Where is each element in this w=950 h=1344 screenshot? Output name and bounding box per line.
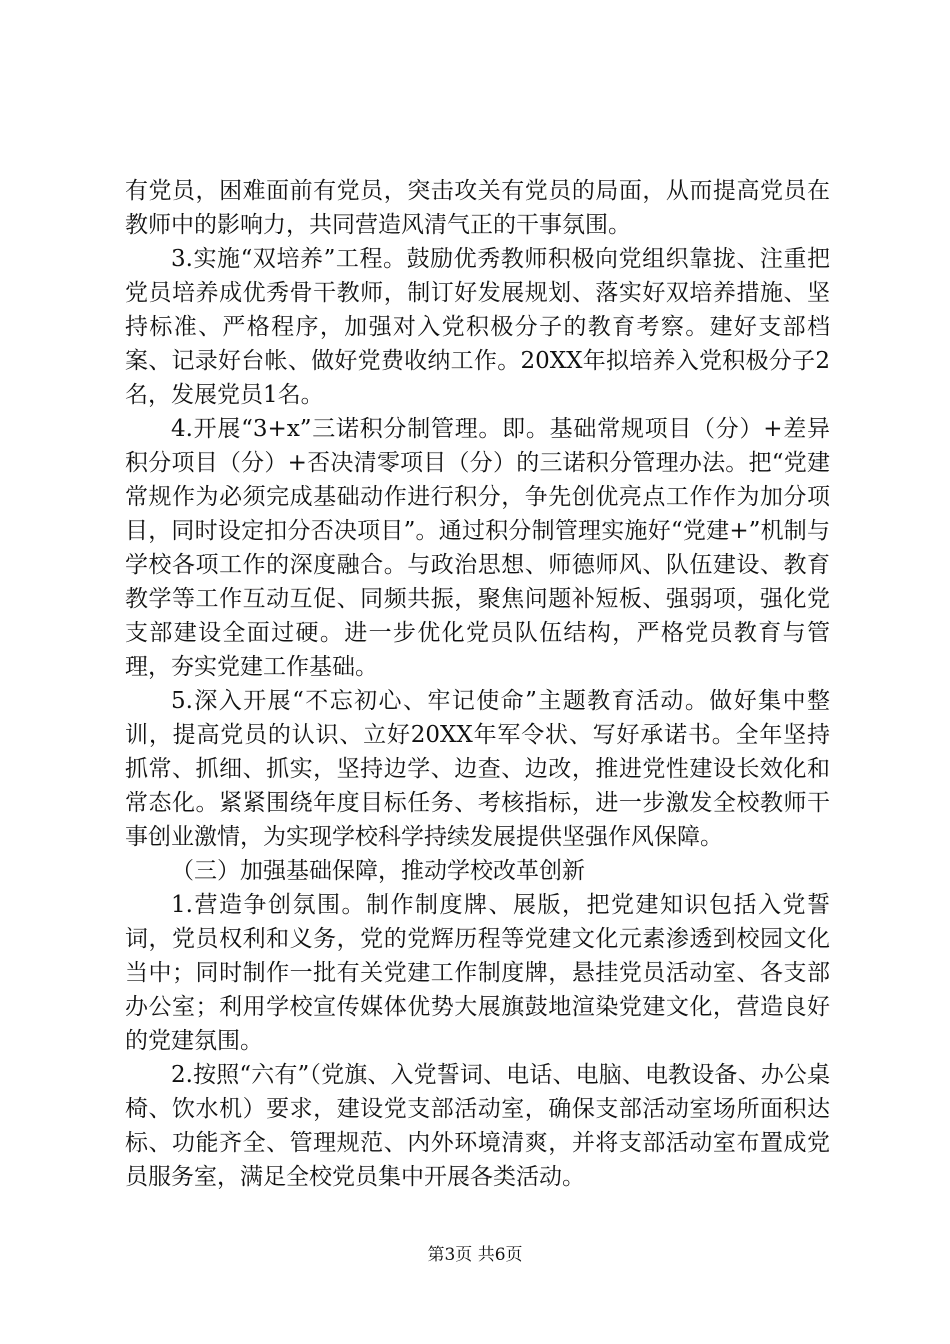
section-paragraph-item-2: 2.按照“六有”（党旗、入党誓词、电话、电脑、电教设备、办公桌椅、饮水机）要求，建设党支部活动室，确保支部活动室场所面积达标、功能齐全、管理规范、内外环境清爽，并将支部活动室布置成党员服务室，满足全校党员集中开展各类活动。 (125, 1062, 830, 1190)
page-number: 第3页 共6页 (427, 1245, 523, 1265)
section-paragraph-item-1: 1.营造争创氛围。制作制度牌、展版，把党建知识包括入党誓词，党员权利和义务，党的党辉历程等党建文化元素渗透到校园文化当中；同时制作一批有关党建工作制度牌，悬挂党员活动室、各支部办公室；利用学校宣传媒体优势大展旗鼓地渲染党建文化，营造良好的党建氛围。 (125, 892, 830, 1054)
paragraph-item-4: 4.开展“3+x”三诺积分制管理。即。基础常规项目（分）+差异积分项目（分）+否决清零项目（分）的三诺积分管理办法。把“党建常规作为必须完成基础动作进行积分，争先创优亮点工作作为加分项目，同时设定扣分否决项目”。通过积分制管理实施好“党建+”机制与学校各项工作的深度融合。与政治思想、师德师风、队伍建设、教育教学等工作互动互促、同频共振，聚焦问题补短板、强弱项，强化党支部建设全面过硬。进一步优化党员队伍结构，严格党员教育与管理，夯实党建工作基础。 (125, 416, 830, 680)
paragraph-item-5: 5.深入开展“不忘初心、牢记使命”主题教育活动。做好集中整训，提高党员的认识、立好20XX年军令状、写好承诺书。全年坚持抓常、抓细、抓实，坚持边学、边查、边改，推进党性建设长效化和常态化。紧紧围绕年度目标任务、考核指标，进一步激发全校教师干事创业激情，为实现学校科学持续发展提供坚强作风保障。 (125, 688, 830, 850)
document-body (125, 174, 830, 1194)
paragraph-item-3: 3.实施“双培养”工程。鼓励优秀教师积极向党组织靠拢、注重把党员培养成优秀骨干教师，制订好发展规划、落实好双培养措施、坚持标准、严格程序，加强对入党积极分子的教育考察。建好支部档案、记录好台帐、做好党费收纳工作。20XX年拟培养入党积极分子2名，发展党员1名。 (125, 246, 830, 408)
section-heading: （三）加强基础保障，推动学校改革创新 (171, 858, 585, 884)
paragraph-continuation: 有党员，困难面前有党员，突击攻关有党员的局面，从而提高党员在教师中的影响力，共同营造风清气正的干事氛围。 (125, 178, 830, 238)
page-footer (0, 1244, 950, 1266)
